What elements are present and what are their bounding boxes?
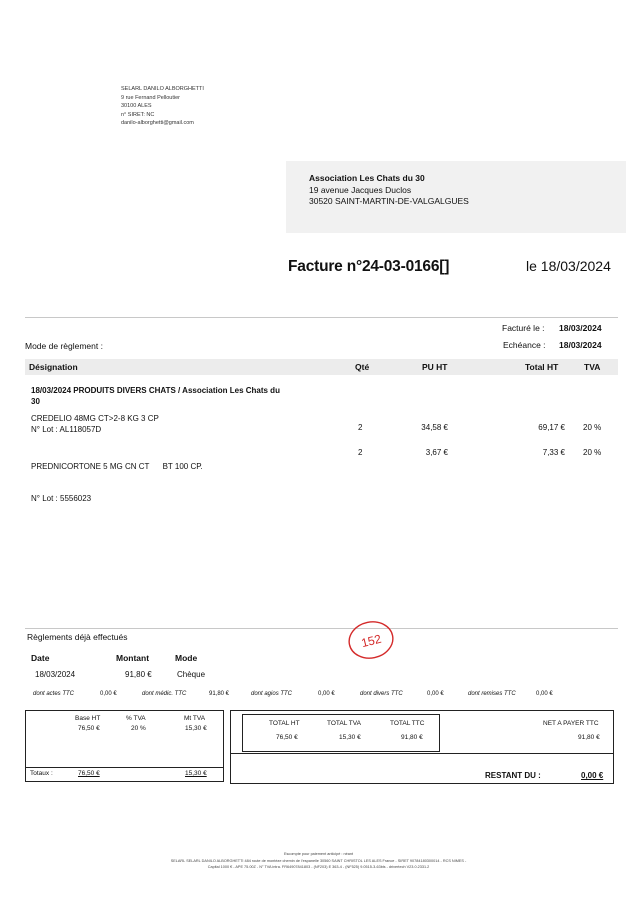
row-total: 7,33 € — [542, 448, 565, 457]
breakdown-actes-label: dont actes TTC — [33, 691, 75, 697]
section-title — [31, 386, 280, 407]
payments-title: Règlements déjà effectués — [27, 632, 128, 642]
row-qty: 2 — [358, 423, 363, 432]
footer-legal: SELARL SELARL DANILO ALBORGHETTI 484 route de montèze chemin de l'espanelle 30560 SAINT CHRISTOL LES ALES France - SIRET 90784180300014 - RCS NIMES - — [170, 859, 467, 863]
total-ttc-label: TOTAL TTC — [390, 720, 425, 727]
sender-street: 9 rue Fernand Pelloutier — [121, 94, 181, 101]
billed-label: Facturé le : — [502, 323, 545, 333]
table-row — [31, 441, 203, 515]
total-ht: 76,50 € — [276, 734, 298, 741]
divider — [25, 317, 618, 318]
totals-label: Totaux : — [30, 770, 53, 777]
footer-capital: Capital 1000 € - APE 75.00Z - N° TVA intra. FR64907841803 - (NF203) E 363-4 - (NF525) 9.0515-3-63bls - drivertech V23.0.2331.2 — [207, 865, 430, 869]
vat-rate-label: % TVA — [126, 715, 146, 722]
header-total: Total HT — [525, 362, 559, 372]
due-label: Echéance : — [503, 340, 546, 350]
vat-base-label: Base HT — [75, 715, 101, 722]
payment-amount: 91,80 € — [125, 670, 152, 679]
payments-header-amount: Montant — [116, 653, 150, 663]
totals-box — [230, 710, 614, 784]
invoice-date: le 18/03/2024 — [526, 258, 611, 274]
header-tva: TVA — [584, 362, 601, 372]
sender-email: danilo-alborghetti@gmail.com — [121, 120, 194, 126]
product-name: CREDELIO 48MG CT>2-8 KG 3 CP — [31, 414, 159, 423]
row-pu: 3,67 € — [425, 448, 448, 457]
row-qty: 2 — [358, 448, 363, 457]
vat-mt: 15,30 € — [185, 725, 207, 732]
total-tva: 15,30 € — [339, 734, 361, 741]
total-tva-label: TOTAL TVA — [327, 720, 361, 727]
row-tva: 20 % — [583, 448, 602, 457]
row-pu: 34,58 € — [421, 423, 448, 432]
total-ht-label: TOTAL HT — [269, 720, 300, 727]
table-header — [25, 359, 618, 375]
breakdown-divers-label: dont divers TTC — [360, 691, 403, 697]
net-to-pay-label: NET A PAYER TTC — [543, 720, 599, 727]
stamp-number: 152 — [359, 631, 383, 651]
remaining-label: RESTANT DU : — [485, 771, 541, 780]
sender-address — [121, 85, 204, 128]
total-ttc: 91,80 € — [401, 734, 423, 741]
payment-mode: Chèque — [177, 670, 206, 679]
divider — [26, 767, 223, 768]
breakdown-agios-label: dont agios TTC — [251, 691, 293, 697]
row-tva: 20 % — [583, 423, 602, 432]
breakdown-medic: 91,80 € — [209, 691, 230, 697]
divider — [25, 628, 618, 629]
breakdown-medic-label: dont médic. TTC — [142, 691, 187, 697]
client-city: 30520 SAINT-MARTIN-DE-VALGALGUES — [309, 196, 469, 206]
vat-base: 76,50 € — [78, 725, 100, 732]
sender-name: SELARL DANILO ALBORGHETTI — [121, 86, 204, 92]
section-title-line2: 30 — [31, 396, 40, 406]
divider — [231, 753, 613, 754]
client-name: Association Les Chats du 30 — [309, 173, 425, 183]
payment-mode-label: Mode de règlement : — [25, 341, 103, 351]
header-qty: Qté — [355, 362, 370, 372]
vat-mt-label: Mt TVA — [184, 715, 206, 722]
payments-header-date: Date — [31, 653, 50, 663]
table-row — [31, 414, 159, 435]
breakdown-agios: 0,00 € — [318, 691, 335, 697]
header-designation: Désignation — [29, 362, 78, 372]
sender-city: 30100 ALES — [121, 103, 152, 109]
header-pu: PU HT — [422, 362, 448, 372]
total-mt: 15,30 € — [185, 770, 207, 777]
payments-header-mode: Mode — [175, 653, 198, 663]
billed-date: 18/03/2024 — [559, 323, 602, 333]
product-name: PREDNICORTONE 5 MG CN CT BT 100 CP. — [31, 462, 203, 471]
remaining-amount: 0,00 € — [581, 771, 604, 780]
sender-siret: n° SIRET: NC — [121, 111, 155, 118]
breakdown-divers: 0,00 € — [427, 691, 444, 697]
payment-date: 18/03/2024 — [35, 670, 76, 679]
total-base: 76,50 € — [78, 770, 100, 777]
handwritten-stamp — [344, 618, 398, 662]
vat-rate: 20 % — [131, 725, 146, 732]
footer-discount: Escompte pour paiement anticipé : néant — [283, 852, 354, 856]
breakdown-actes: 0,00 € — [100, 691, 117, 697]
breakdown-remises: 0,00 € — [536, 691, 553, 697]
lot-number: N° Lot : 5556023 — [31, 493, 92, 503]
lot-number: N° Lot : AL118057D — [31, 424, 102, 434]
vat-summary-box — [25, 710, 224, 782]
row-total: 69,17 € — [538, 423, 565, 432]
client-street: 19 avenue Jacques Duclos — [309, 184, 412, 195]
net-to-pay: 91,80 € — [578, 734, 600, 741]
client-address — [309, 173, 469, 208]
invoice-title: Facture n°24-03-0166[] — [288, 258, 450, 275]
due-date: 18/03/2024 — [559, 340, 602, 350]
breakdown-remises-label: dont remises TTC — [468, 691, 516, 697]
section-title-line1: 18/03/2024 PRODUITS DIVERS CHATS / Association Les Chats du — [31, 386, 280, 395]
